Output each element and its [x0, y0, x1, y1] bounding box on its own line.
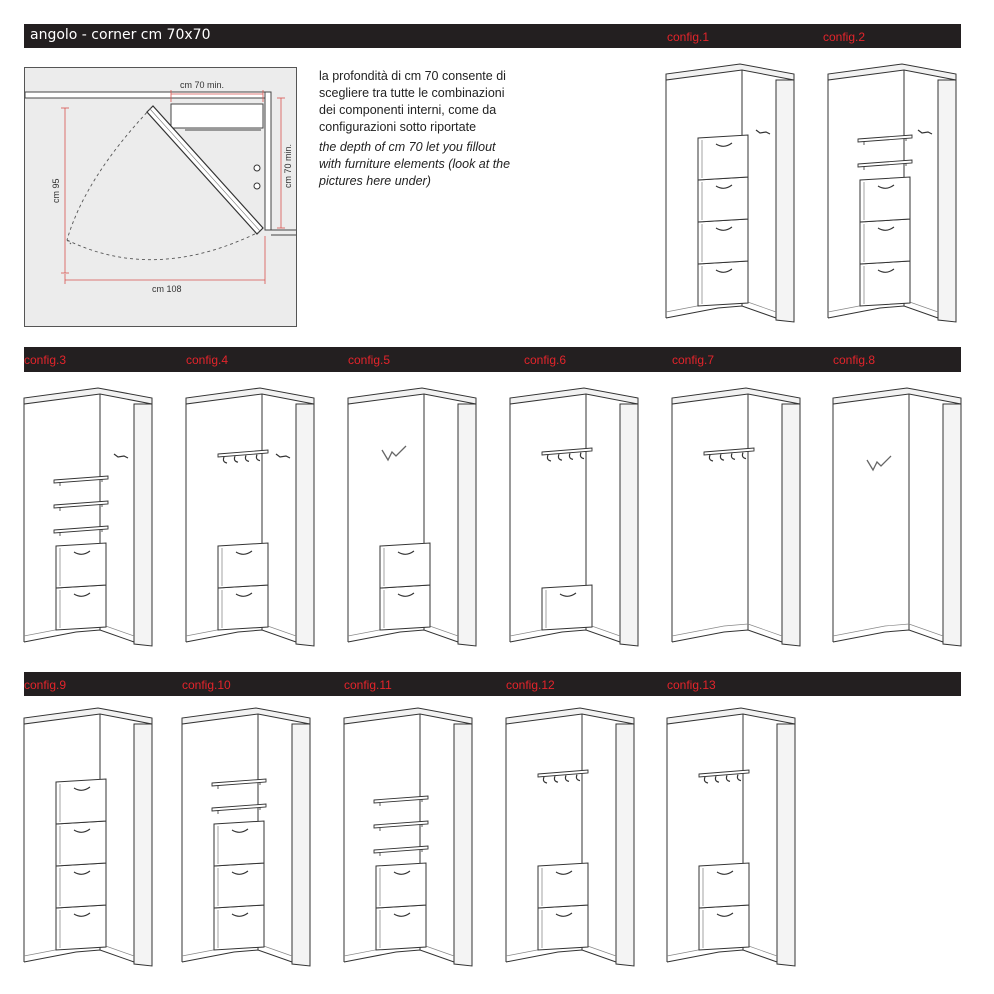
- config-label: config.1: [667, 30, 710, 44]
- cabinet-top: [667, 708, 795, 724]
- drawer-handle-icon: [236, 593, 252, 596]
- drawer-handle-icon: [398, 593, 414, 596]
- cabinet-drawing: [344, 708, 472, 966]
- cabinet-floor-line: [348, 630, 458, 642]
- cabinet-top: [510, 388, 638, 404]
- drawer-unit: [56, 543, 106, 588]
- config-label: config.8: [833, 353, 876, 367]
- cabinet-floor-line: [344, 950, 454, 962]
- coat-hook-icon: [720, 454, 724, 460]
- valet-logo-icon: [382, 446, 406, 460]
- valet-hook-icon: [276, 454, 290, 458]
- cabinet-floor-line: [186, 630, 296, 642]
- drawer-handle-icon: [398, 551, 414, 554]
- drawer-handle-icon: [556, 871, 572, 874]
- valet-hook-icon: [918, 130, 932, 134]
- coat-hook-icon: [726, 775, 730, 781]
- cabinet-floor-line: [833, 630, 943, 642]
- coat-hook-icon: [715, 776, 719, 782]
- section-bar-row-2: [24, 347, 961, 372]
- cabinet-side-panel: [292, 724, 310, 966]
- coat-hook-icon: [709, 455, 713, 461]
- drawer-handle-icon: [717, 913, 733, 916]
- coat-hook-icon: [558, 454, 562, 460]
- cabinet-side-panel: [620, 404, 638, 646]
- drawer-unit: [860, 177, 910, 222]
- cabinet-floor-line: [24, 950, 134, 962]
- coat-hook-icon: [704, 777, 708, 783]
- valet-logo-icon: [867, 456, 891, 470]
- config-label: config.2: [823, 30, 866, 44]
- shelf: [374, 821, 428, 828]
- config-label: config.13: [667, 678, 716, 692]
- coat-hook-icon: [737, 775, 741, 781]
- cabinet-floor-line: [510, 630, 620, 642]
- drawer-handle-icon: [878, 227, 894, 230]
- drawer-unit: [698, 177, 748, 222]
- coat-hook-icon: [547, 455, 551, 461]
- cabinet-side-panel: [296, 404, 314, 646]
- cabinet-top: [344, 708, 472, 724]
- shelf: [374, 796, 428, 803]
- shelf: [212, 779, 266, 786]
- coat-hook-icon: [731, 453, 735, 459]
- cabinet-floor-line: [666, 306, 776, 318]
- cabinet-drawing: [672, 388, 800, 646]
- drawer-handle-icon: [716, 269, 732, 272]
- depth-dimension-label: cm 70 min.: [283, 143, 293, 188]
- drawer-unit: [218, 543, 268, 588]
- cabinet-floor-line: [24, 630, 134, 642]
- cabinet-drawing: [182, 708, 310, 966]
- height-dimension-label: cm 95: [51, 178, 61, 203]
- drawer-unit: [376, 863, 426, 908]
- drawer-handle-icon: [74, 829, 90, 832]
- description-english: the depth of cm 70 let you fillout with furniture elements (look at the pictures here under): [319, 140, 511, 188]
- drawer-unit: [698, 135, 748, 180]
- cabinet-side-panel: [458, 404, 476, 646]
- drawer-handle-icon: [232, 829, 248, 832]
- cabinet-top: [24, 708, 152, 724]
- shelf: [858, 160, 912, 167]
- drawer-unit: [699, 863, 749, 908]
- cabinet-side-panel: [938, 80, 956, 322]
- drawer-handle-icon: [878, 185, 894, 188]
- cabinet-drawing: [666, 64, 794, 322]
- cabinet-drawing: [510, 388, 638, 646]
- drawer-unit: [214, 863, 264, 908]
- cabinet-drawing: [828, 64, 956, 322]
- coat-hook-icon: [256, 455, 260, 461]
- drawer-handle-icon: [716, 185, 732, 188]
- drawer-unit: [698, 261, 748, 306]
- coat-hook-icon: [576, 775, 580, 781]
- drawer-unit: [376, 905, 426, 950]
- cabinet-side-panel: [134, 724, 152, 966]
- coat-hook-icon: [554, 776, 558, 782]
- cabinet-top: [506, 708, 634, 724]
- cabinet-floor-line: [672, 630, 782, 642]
- cabinet-drawing: [506, 708, 634, 966]
- drawer-handle-icon: [232, 871, 248, 874]
- coat-hook-icon: [245, 455, 249, 461]
- cabinet-top: [672, 388, 800, 404]
- hook-rail: [542, 448, 592, 455]
- drawer-handle-icon: [560, 593, 576, 596]
- drawer-handle-icon: [394, 913, 410, 916]
- cabinet-side-panel: [134, 404, 152, 646]
- drawer-unit: [699, 905, 749, 950]
- coat-hook-icon: [234, 456, 238, 462]
- drawer-handle-icon: [878, 269, 894, 272]
- drawer-unit: [698, 219, 748, 264]
- drawer-handle-icon: [74, 787, 90, 790]
- cabinet-top: [833, 388, 961, 404]
- cabinet-floor-line: [506, 950, 616, 962]
- drawer-unit: [538, 863, 588, 908]
- drawer-unit: [542, 585, 592, 630]
- cabinet-drawing: [833, 388, 961, 646]
- drawer-unit: [56, 905, 106, 950]
- cabinet-floor-line: [828, 306, 938, 318]
- shelf: [54, 501, 108, 508]
- config-label: config.6: [524, 353, 567, 367]
- coat-hook-icon: [580, 453, 584, 459]
- drawer-handle-icon: [556, 913, 572, 916]
- drawer-handle-icon: [717, 871, 733, 874]
- cabinet-floor-line: [182, 950, 292, 962]
- cabinet-floor-line: [667, 950, 777, 962]
- drawer-unit: [56, 863, 106, 908]
- hook-rail: [538, 770, 588, 777]
- cabinet-top: [348, 388, 476, 404]
- drawer-handle-icon: [74, 913, 90, 916]
- valet-hook-icon: [756, 130, 770, 134]
- drawer-handle-icon: [74, 593, 90, 596]
- floor-plan-drawing: [25, 68, 296, 326]
- drawer-unit: [56, 585, 106, 630]
- cabinet-top: [24, 388, 152, 404]
- config-label: config.12: [506, 678, 555, 692]
- coat-hook-icon: [565, 775, 569, 781]
- config-label: config.5: [348, 353, 391, 367]
- shelf: [54, 476, 108, 483]
- drawer-handle-icon: [74, 871, 90, 874]
- config-label: config.3: [24, 353, 67, 367]
- drawer-handle-icon: [236, 551, 252, 554]
- drawer-unit: [538, 905, 588, 950]
- drawer-handle-icon: [394, 871, 410, 874]
- cabinet-side-panel: [616, 724, 634, 966]
- config-label: config.11: [344, 678, 392, 692]
- section-bar-row-3: [24, 672, 961, 696]
- drawer-unit: [380, 585, 430, 630]
- cabinet-side-panel: [776, 80, 794, 322]
- drawer-handle-icon: [232, 913, 248, 916]
- cabinet-drawing: [24, 388, 152, 646]
- drawer-unit: [56, 779, 106, 824]
- config-label: config.10: [182, 678, 231, 692]
- drawer-unit: [56, 821, 106, 866]
- drawer-handle-icon: [74, 551, 90, 554]
- cabinet-top: [186, 388, 314, 404]
- cabinet-drawing: [186, 388, 314, 646]
- drawer-unit: [214, 905, 264, 950]
- drawer-handle-icon: [716, 227, 732, 230]
- config-label: config.9: [24, 678, 67, 692]
- drawer-unit: [860, 261, 910, 306]
- drawer-unit: [380, 543, 430, 588]
- cabinet-side-panel: [782, 404, 800, 646]
- coat-hook-icon: [543, 777, 547, 783]
- drawer-unit: [860, 219, 910, 264]
- opening-dimension-label: cm 108: [152, 284, 182, 294]
- cabinet-side-panel: [777, 724, 795, 966]
- coat-hook-icon: [569, 453, 573, 459]
- page-title: angolo - corner cm 70x70: [30, 27, 211, 43]
- cabinet-side-panel: [943, 404, 961, 646]
- shelf: [374, 846, 428, 853]
- cabinet-side-panel: [454, 724, 472, 966]
- coat-hook-icon: [742, 453, 746, 459]
- hook-rail: [699, 770, 749, 777]
- floor-plan-diagram: [24, 67, 297, 327]
- cabinet-top: [182, 708, 310, 724]
- cabinet-top: [666, 64, 794, 80]
- shelf: [858, 135, 912, 142]
- drawer-unit: [214, 821, 264, 866]
- cabinet-drawing: [348, 388, 476, 646]
- drawer-handle-icon: [716, 143, 732, 146]
- description-block: [319, 68, 514, 190]
- cabinet-top: [828, 64, 956, 80]
- config-label: config.4: [186, 353, 229, 367]
- shelf: [212, 804, 266, 811]
- width-dimension-label: cm 70 min.: [180, 80, 225, 90]
- cabinet-drawing: [667, 708, 795, 966]
- hook-rail: [218, 450, 268, 457]
- hook-rail: [704, 448, 754, 455]
- valet-hook-icon: [114, 454, 128, 458]
- cabinet-drawing: [24, 708, 152, 966]
- shelf: [54, 526, 108, 533]
- description-italian: la profondità di cm 70 consente di scegliere tra tutte le combinazioni dei componenti interni, come da configurazioni sotto riportate: [319, 69, 506, 134]
- coat-hook-icon: [223, 457, 227, 463]
- config-label: config.7: [672, 353, 715, 367]
- drawer-unit: [218, 585, 268, 630]
